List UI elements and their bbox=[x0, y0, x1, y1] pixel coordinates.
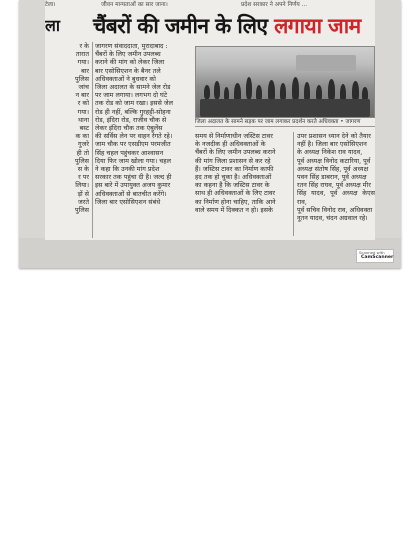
left-column-heading: ला bbox=[45, 16, 60, 35]
scanned-with-label: Scanned with bbox=[359, 250, 385, 255]
article-column-2: समय से निर्माणाधीन जस्टिस टावर के नजदीक ही अधिवक्ताओं के चैंबरों के लिए जमीन उपलब्ध कराने की मांग जिला प्रशासन से कर रहे हैं। जस्टिस टावर का निर्माण काफी हद तक हो चुका है। अधिवक्ताओं का कहना है कि जस्टिस टावर के साथ ही अधिवक्ताओं के लिए टावर का निर्माण होना चाहिए, ताकि आने वाले समय में दिक्कत न हो। इसके bbox=[195, 132, 276, 214]
newspaper-clipping bbox=[45, 0, 375, 240]
left-column-fragment-text: र के तारात गया। बार पुलिस जांच न बार र को गया। थाना बस्ट क का गुजरे ही तो पुलिस स के र पर लिया। ड़ों से जरते पुलिस bbox=[75, 42, 89, 215]
column-divider bbox=[92, 42, 93, 238]
headline-part-red: लगाया जाम bbox=[274, 14, 361, 38]
camscanner-label: CamScanner bbox=[361, 254, 394, 260]
top-strip-middle-text: जीवन मान्यताओं का सार जाना। bbox=[101, 2, 168, 8]
protest-photo bbox=[195, 46, 375, 118]
article-column-1: जागरण संवाददाता, मुरादाबाद : चैंबरों के लिए जमीन उपलब्ध कराने की मांग को लेकर जिला बार एसोसिएशन के बैनर तले अधिवक्ताओं ने बुधवार को जिला अदालत के सामने जेल रोड पर जाम लगाया। लगभग दो घंटे तक रोड को जाम रखा। इससे जेल रोड ही नहीं, बल्कि गुरहट्टी-सोहना रोड, इंदिरा रोड, राजीव चौक से लेकर इंदिरा चौक तक एंबुलेंस की सर्विस लेन पर वाहन रेंगते रहे। जाम चौक पर एसडीएम परमजीत सिंह चहल पहुंचकर आश्वासन दिया फिर जाम खोला गया। चहल ने कहा कि उनकी मांग प्रदेश सरकार तक पहुंचा दी है। जल्द ही इस बारे में उपायुक्त अजय कुमार अधिवक्ताओं से बातचीत करेंगे। जिला बार एसोसिएशन संबंधे bbox=[95, 42, 173, 206]
top-strip-right-text: प्रदेश सरकार ने अपने निर्णय ... bbox=[241, 2, 308, 8]
scanned-newspaper-image bbox=[19, 0, 401, 268]
page-fold-shadow bbox=[19, 238, 401, 268]
article-headline bbox=[93, 10, 373, 46]
camscanner-badge bbox=[356, 249, 394, 263]
camscanner-logo-row bbox=[359, 254, 394, 261]
caption-rule bbox=[195, 126, 375, 127]
column-divider bbox=[293, 132, 294, 236]
photo-caption: जिला अदालत के सामने सड़क पर जाम लगाकर प्रदर्शन करते अधिवक्ता • जागरण bbox=[195, 119, 361, 125]
article-column-3: उपर प्रशासन ध्यान देने को तैयार नहीं है। जिला बार एसोसिएशन के अध्यक्ष निकेश राव यादव, पूर्व अध्यक्ष विनोद कटारिया, पूर्व अध्यक्ष संतोष सिंह, पूर्व अध्यक्ष पवन सिंह डाबरान, पूर्व अध्यक्ष रतन सिंह राघव, पूर्व अध्यक्ष मीर सिंह यादव, पूर्व अध्यक्ष केएस राव, पूर्व सचिव विनोद राव, अधिवक्ता नूतन यादव, चंदन अग्रवाल रहे। bbox=[297, 132, 375, 223]
headline-part-black: चैंबरों की जमीन के लिए bbox=[93, 14, 275, 38]
top-strip-left-text: टेला। bbox=[45, 2, 56, 8]
